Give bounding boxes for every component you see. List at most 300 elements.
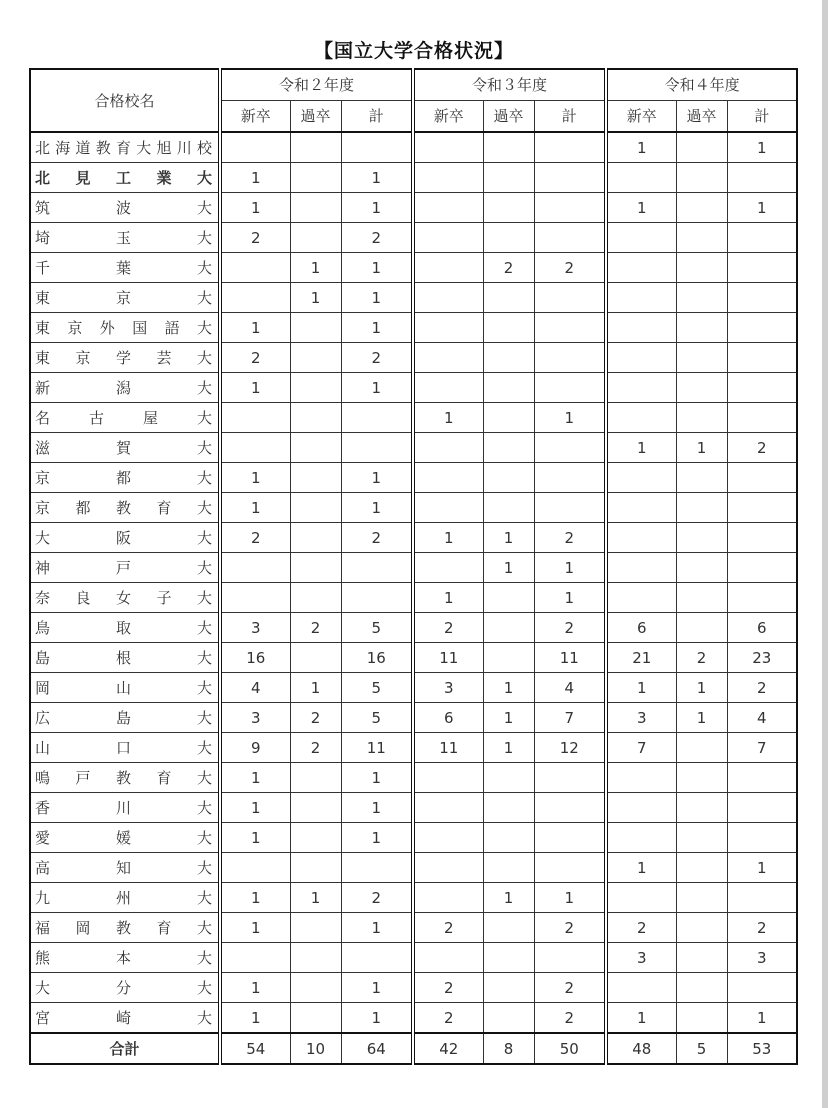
cell-r4-past: 1 (676, 673, 727, 703)
cell-r3-past (483, 433, 534, 463)
cell-r3-total: 1 (534, 883, 606, 913)
cell-r4-past (676, 373, 727, 403)
cell-r4-new: 21 (606, 643, 676, 673)
cell-r4-new (606, 973, 676, 1003)
cell-r3-new (413, 433, 483, 463)
cell-r2-new: 2 (220, 223, 290, 253)
school-name-cell: 大阪大 (30, 523, 220, 553)
table-row (30, 223, 797, 253)
cell-r3-past (483, 583, 534, 613)
cell-r2-past (290, 643, 341, 673)
table-row (30, 553, 797, 583)
cell-r3-past (483, 373, 534, 403)
cell-r2-new: 1 (220, 883, 290, 913)
cell-r3-past (483, 463, 534, 493)
cell-r4-past (676, 343, 727, 373)
cell-r2-new (220, 553, 290, 583)
cell-r3-past (483, 643, 534, 673)
cell-r2-new: 3 (220, 613, 290, 643)
school-name-cell: 香川大 (30, 793, 220, 823)
cell-r4-new: 1 (606, 132, 676, 163)
cell-r3-total (534, 193, 606, 223)
cell-r2-total: 2 (341, 523, 413, 553)
cell-r3-past (483, 193, 534, 223)
cell-r3-total (534, 343, 606, 373)
table-row (30, 943, 797, 973)
cell-r4-past (676, 823, 727, 853)
cell-r3-total (534, 493, 606, 523)
cell-r3-new (413, 223, 483, 253)
cell-r4-total (727, 373, 797, 403)
cell-r3-total (534, 132, 606, 163)
sub-header-past: 過卒 (483, 101, 534, 133)
cell-r2-new: 1 (220, 913, 290, 943)
cell-r2-total: 1 (341, 193, 413, 223)
cell-r2-new: 1 (220, 313, 290, 343)
cell-r3-past (483, 283, 534, 313)
cell-r3-new: 2 (413, 613, 483, 643)
cell-r2-past: 1 (290, 253, 341, 283)
table-row (30, 433, 797, 463)
school-name-cell: 滋賀大 (30, 433, 220, 463)
table-row (30, 1003, 797, 1034)
cell-r2-new (220, 403, 290, 433)
cell-r2-total: 2 (341, 883, 413, 913)
cell-r3-total: 1 (534, 583, 606, 613)
school-name-cell: 埼玉大 (30, 223, 220, 253)
school-name-header: 合格校名 (30, 69, 220, 132)
table-row (30, 343, 797, 373)
cell-r4-past (676, 583, 727, 613)
cell-r2-past (290, 523, 341, 553)
cell-r3-past (483, 313, 534, 343)
cell-r3-new: 2 (413, 1003, 483, 1034)
cell-r2-total: 2 (341, 223, 413, 253)
cell-r2-total: 11 (341, 733, 413, 763)
cell-r4-past (676, 283, 727, 313)
cell-r3-past: 1 (483, 553, 534, 583)
cell-r4-new (606, 793, 676, 823)
cell-r3-new (413, 132, 483, 163)
total-cell-r2-new: 54 (220, 1033, 290, 1064)
cell-r3-past (483, 763, 534, 793)
cell-r4-total (727, 583, 797, 613)
cell-r4-new (606, 583, 676, 613)
table-row (30, 523, 797, 553)
cell-r3-total (534, 463, 606, 493)
cell-r4-past: 1 (676, 703, 727, 733)
cell-r4-new (606, 523, 676, 553)
cell-r4-total: 2 (727, 913, 797, 943)
cell-r4-total (727, 163, 797, 193)
cell-r4-total: 3 (727, 943, 797, 973)
cell-r3-new: 11 (413, 643, 483, 673)
cell-r4-new (606, 403, 676, 433)
school-name-cell: 京都教育大 (30, 493, 220, 523)
table-row (30, 733, 797, 763)
total-cell-r3-total: 50 (534, 1033, 606, 1064)
cell-r2-total (341, 853, 413, 883)
total-cell-r4-total: 53 (727, 1033, 797, 1064)
cell-r4-new (606, 823, 676, 853)
school-name-cell: 大分大 (30, 973, 220, 1003)
cell-r3-total: 4 (534, 673, 606, 703)
school-name-cell: 熊本大 (30, 943, 220, 973)
cell-r4-new (606, 883, 676, 913)
cell-r2-new: 2 (220, 343, 290, 373)
table-row (30, 313, 797, 343)
sub-header-past: 過卒 (676, 101, 727, 133)
cell-r4-total (727, 463, 797, 493)
cell-r4-total (727, 553, 797, 583)
school-name-cell: 宮崎大 (30, 1003, 220, 1034)
cell-r4-total (727, 223, 797, 253)
school-name-cell: 福岡教育大 (30, 913, 220, 943)
table-row (30, 853, 797, 883)
sub-header-past: 過卒 (290, 101, 341, 133)
school-name-cell: 九州大 (30, 883, 220, 913)
cell-r3-total: 2 (534, 913, 606, 943)
cell-r4-total: 4 (727, 703, 797, 733)
cell-r2-new: 1 (220, 1003, 290, 1034)
cell-r4-new: 3 (606, 943, 676, 973)
cell-r3-total: 1 (534, 553, 606, 583)
cell-r4-past (676, 913, 727, 943)
cell-r2-new (220, 283, 290, 313)
cell-r3-total (534, 283, 606, 313)
cell-r4-new: 3 (606, 703, 676, 733)
cell-r2-past (290, 763, 341, 793)
cell-r3-total (534, 823, 606, 853)
cell-r4-total: 2 (727, 433, 797, 463)
cell-r3-new (413, 193, 483, 223)
cell-r4-past (676, 493, 727, 523)
cell-r2-total: 1 (341, 283, 413, 313)
table-row (30, 253, 797, 283)
cell-r3-new: 1 (413, 583, 483, 613)
cell-r2-new (220, 132, 290, 163)
table-row (30, 823, 797, 853)
cell-r3-new (413, 793, 483, 823)
cell-r4-new: 1 (606, 673, 676, 703)
cell-r2-past (290, 373, 341, 403)
cell-r2-new: 1 (220, 973, 290, 1003)
cell-r2-new: 1 (220, 793, 290, 823)
cell-r4-total (727, 823, 797, 853)
cell-r2-new: 9 (220, 733, 290, 763)
cell-r2-total: 1 (341, 493, 413, 523)
cell-r3-past (483, 1003, 534, 1034)
table-row (30, 163, 797, 193)
cell-r2-past (290, 433, 341, 463)
cell-r4-past (676, 793, 727, 823)
cell-r2-total: 1 (341, 763, 413, 793)
cell-r4-total: 23 (727, 643, 797, 673)
cell-r2-new: 3 (220, 703, 290, 733)
cell-r2-new: 1 (220, 373, 290, 403)
cell-r3-new: 11 (413, 733, 483, 763)
cell-r2-new: 1 (220, 163, 290, 193)
cell-r2-past (290, 163, 341, 193)
sub-header-total: 計 (341, 101, 413, 133)
cell-r2-past (290, 223, 341, 253)
cell-r3-total (534, 943, 606, 973)
table-row (30, 193, 797, 223)
total-cell-r4-past: 5 (676, 1033, 727, 1064)
school-name-cell: 東京学芸大 (30, 343, 220, 373)
cell-r3-total: 2 (534, 1003, 606, 1034)
cell-r3-total (534, 373, 606, 403)
school-name-cell: 高知大 (30, 853, 220, 883)
cell-r4-total (727, 883, 797, 913)
cell-r3-past (483, 853, 534, 883)
cell-r3-new (413, 253, 483, 283)
cell-r2-new: 1 (220, 463, 290, 493)
cell-r3-new (413, 343, 483, 373)
cell-r2-total: 5 (341, 703, 413, 733)
cell-r4-new (606, 223, 676, 253)
cell-r2-past (290, 553, 341, 583)
cell-r2-total: 1 (341, 973, 413, 1003)
cell-r4-total: 1 (727, 132, 797, 163)
cell-r3-new: 2 (413, 913, 483, 943)
cell-r3-total (534, 313, 606, 343)
cell-r2-past (290, 463, 341, 493)
cell-r4-total (727, 343, 797, 373)
cell-r2-past (290, 823, 341, 853)
table-row (30, 883, 797, 913)
cell-r3-new (413, 883, 483, 913)
page-edge (822, 0, 828, 1108)
cell-r4-total (727, 493, 797, 523)
cell-r2-past (290, 193, 341, 223)
cell-r4-past (676, 613, 727, 643)
school-name-cell: 岡山大 (30, 673, 220, 703)
school-name-cell: 京都大 (30, 463, 220, 493)
cell-r2-past: 2 (290, 613, 341, 643)
school-name-cell: 新潟大 (30, 373, 220, 403)
cell-r3-new: 3 (413, 673, 483, 703)
cell-r3-total (534, 163, 606, 193)
table-row (30, 463, 797, 493)
results-table (29, 68, 798, 1065)
cell-r2-total: 1 (341, 313, 413, 343)
cell-r4-new: 1 (606, 1003, 676, 1034)
cell-r2-past: 1 (290, 673, 341, 703)
table-row (30, 613, 797, 643)
cell-r3-past (483, 823, 534, 853)
total-cell-r2-total: 64 (341, 1033, 413, 1064)
year-header-r3: 令和３年度 (413, 69, 606, 101)
cell-r3-past (483, 403, 534, 433)
school-name-cell: 山口大 (30, 733, 220, 763)
cell-r2-total (341, 433, 413, 463)
cell-r4-new: 1 (606, 193, 676, 223)
cell-r2-new (220, 853, 290, 883)
total-cell-r3-new: 42 (413, 1033, 483, 1064)
cell-r2-total: 1 (341, 1003, 413, 1034)
table-row (30, 283, 797, 313)
cell-r2-new (220, 583, 290, 613)
sub-header-total: 計 (534, 101, 606, 133)
cell-r4-new (606, 253, 676, 283)
cell-r2-new: 1 (220, 493, 290, 523)
school-name-cell: 北海道教育大旭川校 (30, 132, 220, 163)
cell-r2-new (220, 253, 290, 283)
cell-r3-total (534, 223, 606, 253)
cell-r4-new (606, 283, 676, 313)
table-row (30, 493, 797, 523)
year-header-r4: 令和４年度 (606, 69, 797, 101)
cell-r3-past (483, 793, 534, 823)
cell-r3-new (413, 763, 483, 793)
table-row (30, 703, 797, 733)
cell-r2-past (290, 403, 341, 433)
cell-r4-total: 6 (727, 613, 797, 643)
cell-r4-total (727, 283, 797, 313)
cell-r4-total: 1 (727, 853, 797, 883)
cell-r3-new (413, 823, 483, 853)
cell-r4-total (727, 523, 797, 553)
cell-r3-total: 2 (534, 973, 606, 1003)
cell-r2-total: 1 (341, 163, 413, 193)
cell-r4-past: 2 (676, 643, 727, 673)
cell-r4-total: 2 (727, 673, 797, 703)
table-row (30, 583, 797, 613)
cell-r4-past (676, 763, 727, 793)
cell-r3-past (483, 613, 534, 643)
cell-r2-total (341, 132, 413, 163)
cell-r2-past: 2 (290, 703, 341, 733)
cell-r4-new: 1 (606, 853, 676, 883)
cell-r3-new: 1 (413, 523, 483, 553)
table-row (30, 793, 797, 823)
cell-r3-past (483, 163, 534, 193)
cell-r2-past: 2 (290, 733, 341, 763)
cell-r2-total (341, 583, 413, 613)
cell-r3-total: 2 (534, 523, 606, 553)
cell-r3-new: 2 (413, 973, 483, 1003)
cell-r3-new (413, 313, 483, 343)
cell-r3-total: 2 (534, 253, 606, 283)
cell-r3-new (413, 463, 483, 493)
cell-r4-new (606, 553, 676, 583)
cell-r4-new (606, 343, 676, 373)
cell-r2-past (290, 493, 341, 523)
cell-r4-past: 1 (676, 433, 727, 463)
cell-r2-past: 1 (290, 883, 341, 913)
cell-r2-total: 2 (341, 343, 413, 373)
cell-r4-past (676, 1003, 727, 1034)
cell-r2-new: 4 (220, 673, 290, 703)
school-name-cell: 鳥取大 (30, 613, 220, 643)
total-cell-r4-new: 48 (606, 1033, 676, 1064)
cell-r2-total: 1 (341, 463, 413, 493)
cell-r3-past: 2 (483, 253, 534, 283)
cell-r4-new: 6 (606, 613, 676, 643)
cell-r2-total: 1 (341, 913, 413, 943)
cell-r3-past (483, 132, 534, 163)
cell-r2-past (290, 943, 341, 973)
school-name-cell: 筑波大 (30, 193, 220, 223)
cell-r2-new: 1 (220, 193, 290, 223)
cell-r4-past (676, 883, 727, 913)
cell-r3-new: 1 (413, 403, 483, 433)
cell-r4-new (606, 463, 676, 493)
table-row (30, 673, 797, 703)
cell-r4-past (676, 132, 727, 163)
cell-r3-past (483, 343, 534, 373)
table-row (30, 763, 797, 793)
cell-r4-past (676, 463, 727, 493)
total-cell-r2-past: 10 (290, 1033, 341, 1064)
cell-r3-total (534, 793, 606, 823)
cell-r4-new: 2 (606, 913, 676, 943)
cell-r3-total (534, 763, 606, 793)
total-cell-r3-past: 8 (483, 1033, 534, 1064)
total-label: 合計 (30, 1033, 220, 1064)
cell-r4-total: 1 (727, 1003, 797, 1034)
school-name-cell: 愛媛大 (30, 823, 220, 853)
cell-r3-total: 12 (534, 733, 606, 763)
cell-r2-new: 1 (220, 763, 290, 793)
cell-r4-new: 1 (606, 433, 676, 463)
table-row (30, 403, 797, 433)
cell-r3-new (413, 943, 483, 973)
sub-header-new: 新卒 (413, 101, 483, 133)
cell-r4-new (606, 493, 676, 523)
cell-r3-past (483, 493, 534, 523)
page-title: 【国立大学合格状況】 (313, 40, 514, 62)
cell-r2-new: 16 (220, 643, 290, 673)
cell-r2-total (341, 553, 413, 583)
cell-r3-past (483, 223, 534, 253)
cell-r3-past: 1 (483, 733, 534, 763)
table-row (30, 913, 797, 943)
cell-r4-new (606, 763, 676, 793)
cell-r4-total: 1 (727, 193, 797, 223)
cell-r3-total: 7 (534, 703, 606, 733)
cell-r4-past (676, 553, 727, 583)
sub-header-new: 新卒 (606, 101, 676, 133)
cell-r4-past (676, 943, 727, 973)
cell-r2-total: 1 (341, 793, 413, 823)
table-row (30, 973, 797, 1003)
cell-r4-new (606, 163, 676, 193)
cell-r4-past (676, 313, 727, 343)
cell-r3-past: 1 (483, 673, 534, 703)
table-row (30, 373, 797, 403)
cell-r3-past: 1 (483, 883, 534, 913)
cell-r3-total (534, 433, 606, 463)
cell-r4-past (676, 163, 727, 193)
cell-r2-new (220, 943, 290, 973)
cell-r2-new: 1 (220, 823, 290, 853)
cell-r3-past (483, 913, 534, 943)
cell-r3-new (413, 853, 483, 883)
table-body (30, 132, 797, 1064)
year-header-r2: 令和２年度 (220, 69, 413, 101)
cell-r3-past (483, 943, 534, 973)
school-name-cell: 広島大 (30, 703, 220, 733)
cell-r2-total (341, 943, 413, 973)
cell-r2-total (341, 403, 413, 433)
cell-r2-total: 1 (341, 823, 413, 853)
cell-r3-new (413, 163, 483, 193)
cell-r2-past (290, 583, 341, 613)
cell-r2-new (220, 433, 290, 463)
cell-r4-past (676, 733, 727, 763)
